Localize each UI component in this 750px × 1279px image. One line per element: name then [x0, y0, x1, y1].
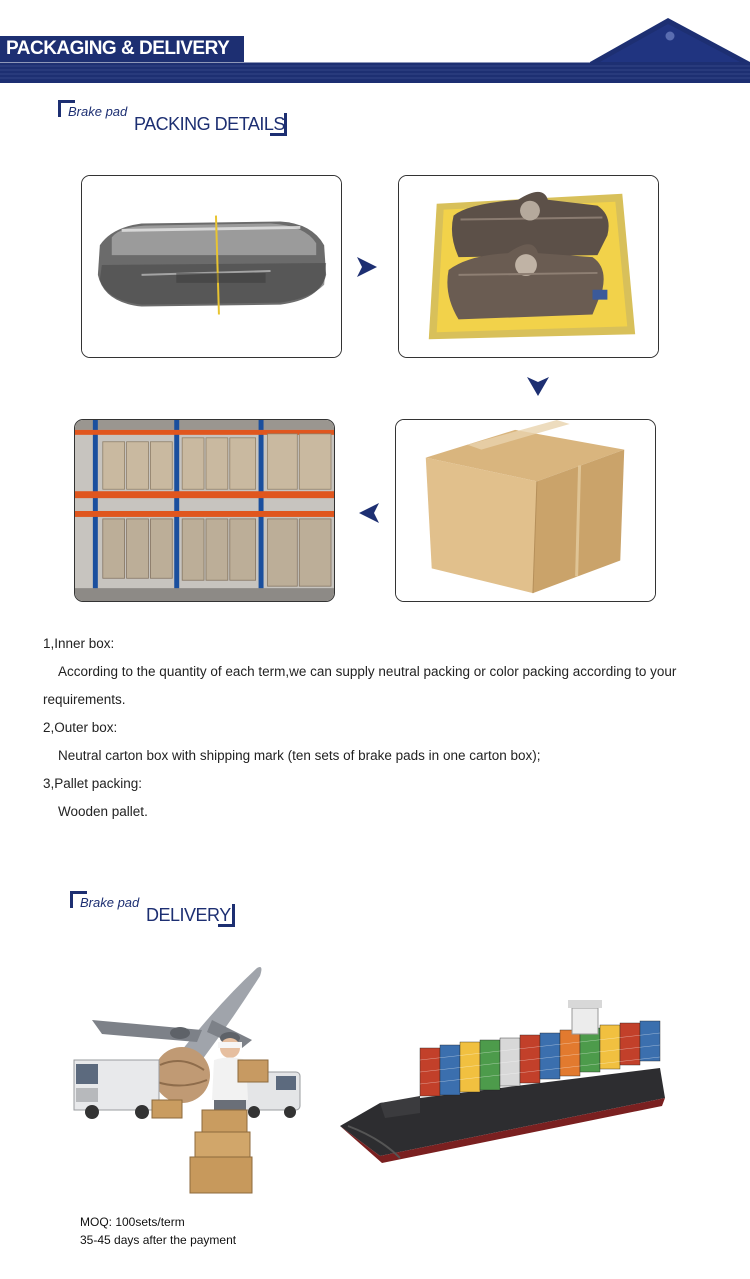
photo-carton-box: [395, 419, 656, 602]
inner-box-text: According to the quantity of each term,we can supply neutral packing or color packing according to your: [58, 664, 677, 679]
packing-small-label: Brake pad: [68, 104, 128, 119]
packing-description: [43, 630, 703, 826]
arrow-right-icon: [355, 256, 379, 278]
photo-pads-in-box: [398, 175, 659, 358]
photo-wrapped-brake-pad: [81, 175, 342, 358]
pallet-title: 3,Pallet packing:: [43, 776, 143, 791]
arrow-down-icon: [526, 375, 550, 397]
carton-box-illustration: [396, 420, 655, 601]
moq-text: MOQ: 100sets/term: [80, 1215, 185, 1229]
inner-box-text-cont: requirements.: [43, 692, 126, 707]
bracket-bottom-right: [270, 113, 287, 136]
bracket-bottom-right: [218, 904, 235, 927]
packing-big-label: PACKING DETAILS: [134, 114, 285, 134]
delivery-big-label: DELIVERY: [146, 905, 231, 925]
warehouse-illustration: [75, 420, 334, 601]
arrow-left-icon: [357, 502, 381, 524]
lead-time-text: 35-45 days after the payment: [80, 1233, 237, 1247]
pallet-text: Wooden pallet.: [58, 804, 148, 819]
pads-in-box-illustration: [399, 176, 658, 357]
outer-box-text: Neutral carton box with shipping mark (ten sets of brake pads in one carton box);: [58, 748, 541, 763]
outer-box-title: 2,Outer box:: [43, 720, 118, 735]
delivery-label: [70, 891, 235, 931]
header-banner: [0, 0, 750, 92]
photo-warehouse-pallets: [74, 419, 335, 602]
air-road-delivery-illustration: [62, 960, 312, 1200]
packing-details-label: [58, 100, 290, 140]
cargo-ship-illustration: [340, 998, 670, 1168]
delivery-small-label: Brake pad: [80, 895, 140, 910]
delivery-info: [80, 1213, 236, 1249]
wrapped-pad-illustration: [82, 176, 341, 357]
inner-box-title: 1,Inner box:: [43, 636, 115, 651]
page-title: PACKAGING & DELIVERY: [0, 36, 244, 62]
